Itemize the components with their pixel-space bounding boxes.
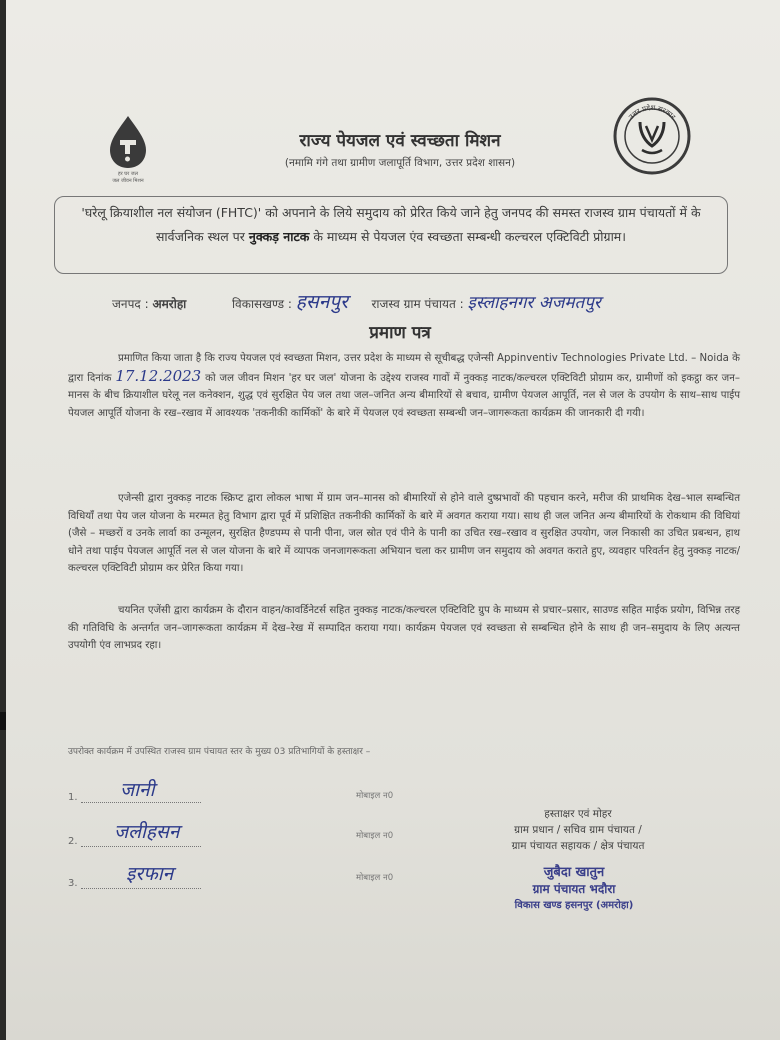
- paragraph-2: [68, 490, 740, 578]
- signature-name: इरफान: [126, 863, 174, 885]
- certificate-title: प्रमाण पत्र: [369, 323, 431, 343]
- stamp-name: जुबैदा खातुन: [543, 865, 605, 880]
- gram-panchayat-label: राजस्व ग्राम पंचायत :: [371, 297, 464, 311]
- mobile-label: मोबाइल न0: [356, 831, 394, 841]
- signature-name: जलीहसन: [114, 821, 180, 843]
- mobile-label: मोबाइल न0: [356, 791, 394, 801]
- paragraph-1-text-a: प्रमाणित किया जाता है कि राज्य पेयजल एवं स्वच्छता मिशन, उत्तर प्रदेश के माध्यम से सूचीबद्ध एजेन्सी Appinventiv Technologies Private Ltd. – Noida के द्वारा दिनांक: [68, 353, 740, 384]
- vikaskhand-value: हसनपुर: [295, 291, 348, 313]
- mobile-label: मोबाइल न0: [356, 873, 394, 883]
- signature-number: 3.: [68, 878, 78, 889]
- location-line: [112, 288, 601, 314]
- svg-text:उत्तर प्रदेश सरकार: उत्तर प्रदेश सरकार: [627, 103, 677, 122]
- signature-and-seal-label: हस्ताक्षर एवं मोहर: [544, 808, 612, 820]
- program-highlight: नुक्कड़ नाटक: [248, 229, 310, 244]
- signature-name: जानी: [120, 779, 155, 801]
- mission-subtitle: (नमामि गंगे तथा ग्रामीण जलापूर्ति विभाग, उत्तर प्रदेश शासन): [284, 157, 516, 169]
- signature-number: 1.: [68, 792, 78, 803]
- program-text-part1: 'घरेलू क्रियाशील नल संयोजन (FHTC)' को अपनाने के लिये समुदाय को प्रेरित किये जाने हेतु जनपद की समस्त राजस्व ग्राम पंचायतों में के सार्वजनिक स्थल पर: [81, 205, 701, 244]
- stamp-panchayat: ग्राम पंचायत भदौरा: [532, 882, 616, 896]
- signature-number: 2.: [68, 836, 78, 847]
- program-text-part2: के माध्यम से पेयजल एंव स्वच्छता सम्बन्धी कल्चरल एक्टिविटी प्रोग्राम।: [309, 229, 627, 244]
- paragraph-2-text: एजेन्सी द्वारा नुक्कड़ नाटक स्क्रिप्ट द्वारा लोकल भाषा में ग्राम जन–मानस को बीमारियों से होने वाले दुष्प्रभावों की पहचान करने, मरीज की प्राथमिक देख–भाल सम्बन्धित विधियाँ तथा पेय जल योजना के मरम्मत हेतु विभाग द्वारा पूर्व में प्रशिक्षित तकनीकी कार्मिकों के बारे में अवगत कराया गया। साथ ही जल जनित अन्य बीमारियों के रोकथाम की विधियां (जैसे – मच्छरों व उनके लार्वा का उन्मूलन, सुरक्षित हैण्डपम्प से पानी पीना, जल स्रोत एवं पीने के पानी का उचित रख–रखाव व सुरक्षित उपयोग, जल निकासी का उचित प्रबन्धन, हाथ धोने तथा पाईप पेयजल आपूर्ति नल से जल योजना के बारे में व्यापक जनजागरूकता अभियान चला कर ग्रामीण जन समुदाय को अवगत कराते हुए, व्यवहार परिवर्तन हेतु नुक्कड़ नाटक/कल्चरल एक्टिविटी प्रोग्राम कर प्रेरित किया गया।: [68, 493, 740, 575]
- stamp-block: विकास खण्ड हसनपुर (अमरोहा): [514, 900, 634, 911]
- signature-intro: उपरोक्त कार्यक्रम में उपस्थित राजस्व ग्राम पंचायत स्तर के मुख्य 03 प्रतिभागियों के हस्ताक्षर –: [68, 747, 371, 757]
- janpad-label: जनपद :: [112, 297, 149, 311]
- pradhan-designation-1: ग्राम प्रधान / सचिव ग्राम पंचायत /: [514, 824, 642, 836]
- svg-text:जल जीवन मिशन: जल जीवन मिशन: [112, 178, 144, 184]
- vikaskhand-label: विकासखण्ड :: [231, 297, 292, 311]
- pradhan-block: [478, 806, 678, 854]
- event-date: 17.12.2023: [115, 366, 202, 385]
- gram-panchayat-value: इस्लाहनगर अजमतपुर: [467, 293, 601, 313]
- program-description-box: [54, 196, 728, 274]
- paragraph-3-text: चयनित एजेंसी द्वारा कार्यक्रम के दौरान वाहन/कावर्डिनेटर्स सहित नुक्कड़ नाटक/कल्चरल एक्टिविटि ग्रुप के माध्यम से प्रचार–प्रसार, साउण्ड सहित माईक प्रयोग, विभिन्न तरह की गतिविधि के अन्तर्गत जन–जागरूकता कार्यक्रम में देख–रेख में सम्पादित कराया गया। कार्यक्रम पेयजल एवं स्वच्छता से सम्बन्धित होने के साथ ही जन–समुदाय के लिए अत्यन्त उपयोगी एंव लाभप्रद रहा।: [68, 605, 740, 652]
- mission-title: राज्य पेयजल एवं स्वच्छता मिशन: [299, 131, 501, 151]
- janpad-value: अमरोहा: [152, 297, 187, 311]
- paragraph-1: [68, 350, 740, 422]
- paragraph-1-text-b: को जल जीवन मिशन 'हर घर जल' योजना के उद्देश्य राजस्व गावों में नुक्कड़ नाटक/कल्चरल एक्टिविटी प्रोग्राम कर, ग्रामीणों को इकट्ठा कर जन–मानस के बीच क्रियाशील घरेलू नल कनेक्शन, शुद्ध एवं सुरक्षित पेय जल तथा जल–जनित अन्य बीमारियों से बचाव, ग्रामीण पेयजल आपूर्ति, नल से जल के उपयोग के साथ–साथ पाईप पेयजल आपूर्ति योजना के रख–रखाव में आवश्यक 'तकनीकी कार्मिकों' के बारे में पेयजल एवं स्वच्छता सम्बन्धी जन–जागरूकता कार्यक्रम की जानकारी दी गयी।: [68, 372, 740, 419]
- scan-edge-mark: [0, 712, 6, 730]
- svg-text:हर घर जल: हर घर जल: [118, 171, 138, 177]
- paragraph-3: [68, 602, 740, 655]
- pradhan-designation-2: ग्राम पंचायत सहायक / क्षेत्र पंचायत: [511, 840, 645, 852]
